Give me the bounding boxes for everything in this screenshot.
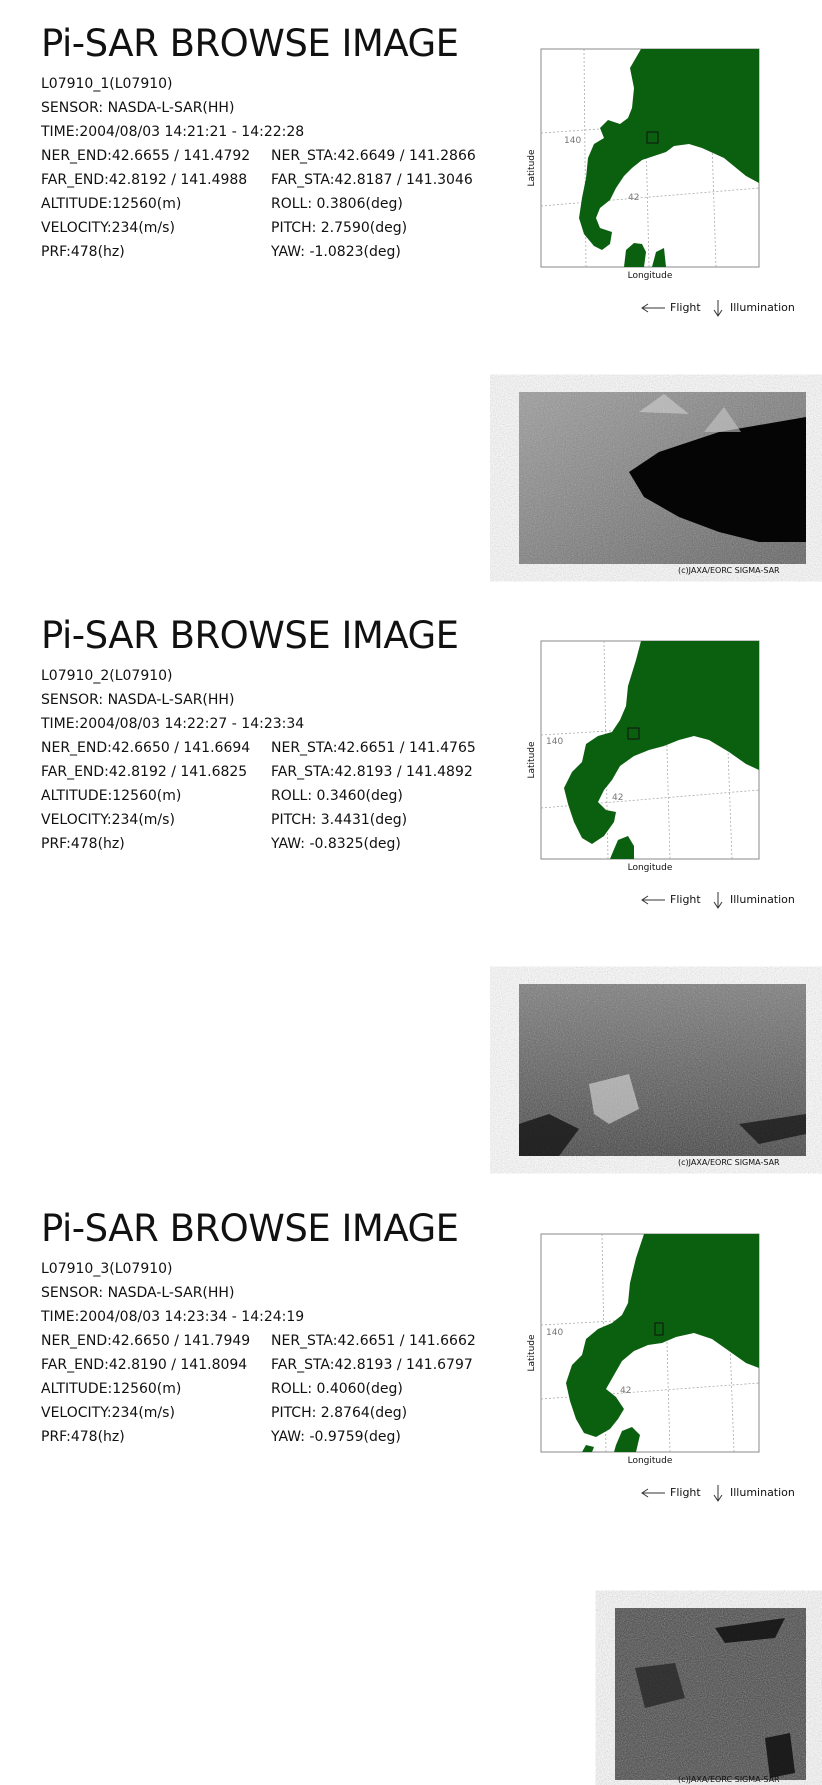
ner-end-info: NER_END:42.6650 / 141.6694: [41, 740, 251, 756]
arrow-down-icon: [712, 892, 724, 910]
grid-lon-label: 140: [546, 737, 564, 747]
direction-legend: [640, 892, 822, 908]
time-info: TIME:2004/08/03 14:23:34 - 14:24:19: [41, 1309, 305, 1325]
location-map: [524, 48, 760, 281]
longitude-label: Longitude: [627, 863, 673, 873]
sensor-info: SENSOR: NASDA-L-SAR(HH): [41, 692, 235, 708]
yaw-info: YAW: -0.8325(deg): [271, 836, 401, 852]
sensor-info: SENSOR: NASDA-L-SAR(HH): [41, 100, 235, 116]
illumination-label: Illumination: [730, 893, 795, 906]
latitude-label: Latitude: [527, 1334, 537, 1372]
far-end-info: FAR_END:42.8192 / 141.4988: [41, 172, 248, 188]
ner-sta-info: NER_STA:42.6649 / 141.2866: [271, 148, 476, 164]
sar-browse-image: [615, 1608, 806, 1780]
prf-info: PRF:478(hz): [41, 1429, 125, 1445]
roll-info: ROLL: 0.4060(deg): [271, 1381, 403, 1397]
sar-browse-image: [519, 392, 806, 564]
far-end-info: FAR_END:42.8190 / 141.8094: [41, 1357, 248, 1373]
velocity-info: VELOCITY:234(m/s): [41, 220, 175, 236]
far-sta-info: FAR_STA:42.8193 / 141.4892: [271, 764, 473, 780]
copyright-credit: (c)JAXA/EORC SIGMA-SAR: [678, 1775, 780, 1784]
scene-id: L07910_2(L07910): [41, 668, 173, 684]
yaw-info: YAW: -1.0823(deg): [271, 244, 401, 260]
location-map: [524, 1233, 760, 1466]
ner-sta-info: NER_STA:42.6651 / 141.6662: [271, 1333, 476, 1349]
yaw-info: YAW: -0.9759(deg): [271, 1429, 401, 1445]
illumination-label: Illumination: [730, 301, 795, 314]
prf-info: PRF:478(hz): [41, 244, 125, 260]
browse-block-2: [0, 592, 822, 1187]
altitude-info: ALTITUDE:12560(m): [41, 1381, 182, 1397]
far-end-info: FAR_END:42.8192 / 141.6825: [41, 764, 248, 780]
altitude-info: ALTITUDE:12560(m): [41, 788, 182, 804]
latitude-label: Latitude: [527, 741, 537, 779]
copyright-credit: (c)JAXA/EORC SIGMA-SAR: [678, 1158, 780, 1167]
arrow-down-icon: [712, 1485, 724, 1503]
pitch-info: PITCH: 2.7590(deg): [271, 220, 408, 236]
latitude-label: Latitude: [527, 149, 537, 187]
altitude-info: ALTITUDE:12560(m): [41, 196, 182, 212]
scene-id: L07910_3(L07910): [41, 1261, 173, 1277]
ner-sta-info: NER_STA:42.6651 / 141.4765: [271, 740, 476, 756]
sar-browse-image: [519, 984, 806, 1156]
pitch-info: PITCH: 3.4431(deg): [271, 812, 408, 828]
page-title: Pi-SAR BROWSE IMAGE: [41, 614, 459, 657]
grid-lat-label: 42: [628, 193, 640, 203]
direction-legend: [640, 300, 822, 316]
time-info: TIME:2004/08/03 14:22:27 - 14:23:34: [41, 716, 305, 732]
scene-id: L07910_1(L07910): [41, 76, 173, 92]
ner-end-info: NER_END:42.6650 / 141.7949: [41, 1333, 251, 1349]
longitude-label: Longitude: [627, 1456, 673, 1466]
prf-info: PRF:478(hz): [41, 836, 125, 852]
arrow-down-icon: [712, 300, 724, 318]
velocity-info: VELOCITY:234(m/s): [41, 1405, 175, 1421]
far-sta-info: FAR_STA:42.8193 / 141.6797: [271, 1357, 473, 1373]
illumination-label: Illumination: [730, 1486, 795, 1499]
pitch-info: PITCH: 2.8764(deg): [271, 1405, 408, 1421]
flight-label: Flight: [670, 893, 701, 906]
roll-info: ROLL: 0.3460(deg): [271, 788, 403, 804]
page-title: Pi-SAR BROWSE IMAGE: [41, 22, 459, 65]
arrow-left-icon: [640, 303, 666, 313]
location-map: [524, 640, 760, 873]
sensor-info: SENSOR: NASDA-L-SAR(HH): [41, 1285, 235, 1301]
flight-label: Flight: [670, 1486, 701, 1499]
time-info: TIME:2004/08/03 14:21:21 - 14:22:28: [41, 124, 305, 140]
ner-end-info: NER_END:42.6655 / 141.4792: [41, 148, 251, 164]
grid-lon-label: 140: [546, 1328, 564, 1338]
browse-block-3: [0, 1185, 822, 1780]
grid-lon-label: 140: [564, 136, 582, 146]
browse-block-1: [0, 0, 822, 595]
grid-lat-label: 42: [612, 793, 624, 803]
velocity-info: VELOCITY:234(m/s): [41, 812, 175, 828]
arrow-left-icon: [640, 895, 666, 905]
longitude-label: Longitude: [627, 271, 673, 281]
page-title: Pi-SAR BROWSE IMAGE: [41, 1207, 459, 1250]
copyright-credit: (c)JAXA/EORC SIGMA-SAR: [678, 566, 780, 575]
direction-legend: [640, 1485, 822, 1501]
roll-info: ROLL: 0.3806(deg): [271, 196, 403, 212]
far-sta-info: FAR_STA:42.8187 / 141.3046: [271, 172, 473, 188]
flight-label: Flight: [670, 301, 701, 314]
grid-lat-label: 42: [620, 1386, 632, 1396]
arrow-left-icon: [640, 1488, 666, 1498]
